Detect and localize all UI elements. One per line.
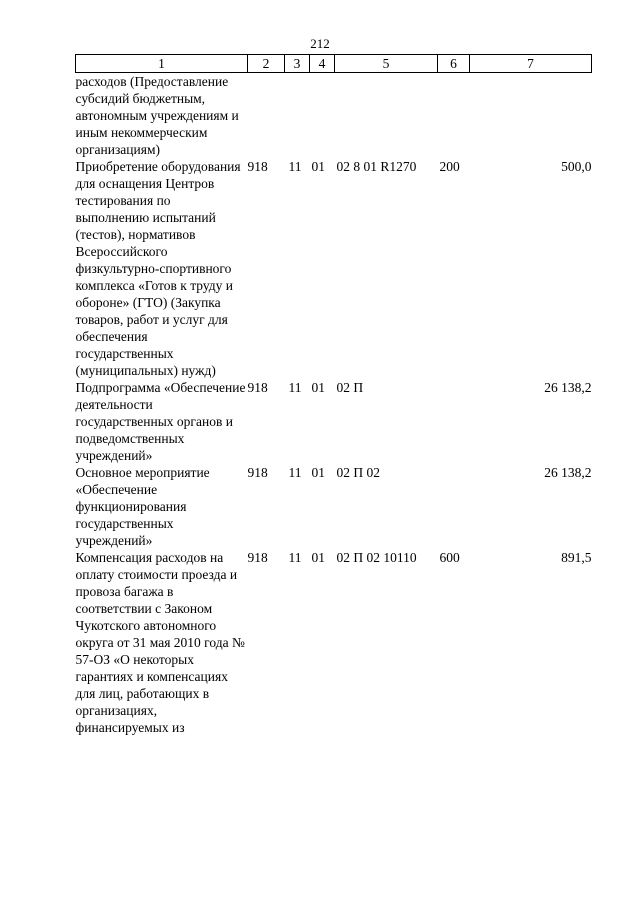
item-name: Основное мероприятие «Обеспечение функционирования государственных учреждений» xyxy=(75,465,210,548)
section-code: 11 xyxy=(288,465,302,480)
target-article-code: 02 П 02 10110 xyxy=(336,550,417,565)
expense-type-code: 200 xyxy=(439,159,460,174)
section-code: 11 xyxy=(288,159,302,174)
target-article-code: 02 8 01 R1270 xyxy=(336,159,417,174)
column-header: 6 xyxy=(438,55,470,73)
section-code: 11 xyxy=(288,380,302,395)
grbs-code: 918 xyxy=(247,380,268,395)
target-article-code: 02 П xyxy=(336,380,364,395)
subsection-code: 01 xyxy=(311,159,325,174)
table-row xyxy=(76,549,592,736)
amount: 26 138,2 xyxy=(544,380,592,395)
item-name: расходов (Предоставление субсидий бюджетным, автономным учреждениям и иным некоммерческим организациям) xyxy=(75,74,239,157)
amount: 26 138,2 xyxy=(544,465,592,480)
item-name: Компенсация расходов на оплату стоимости проезда и провоза багажа в соответствии с Законом Чукотского автономного округа от 31 мая 2010 года № 57-ОЗ «О некоторых гарантиях и компенсациях для лиц, работающих в организациях, финансируемых из xyxy=(75,550,245,735)
target-article-code: 02 П 02 xyxy=(336,465,380,480)
grbs-code: 918 xyxy=(247,465,268,480)
section-code xyxy=(285,73,310,159)
subsection-code: 01 xyxy=(311,380,325,395)
column-header: 4 xyxy=(310,55,335,73)
expense-type-code xyxy=(438,73,470,159)
subsection-code xyxy=(310,73,335,159)
item-name: Подпрограмма «Обеспечение деятельности государственных органов и подведомственных учреждений» xyxy=(75,380,246,463)
column-header: 3 xyxy=(285,55,310,73)
budget-table xyxy=(75,54,592,736)
expense-type-code: 600 xyxy=(439,550,460,565)
amount: 500,0 xyxy=(561,159,592,174)
grbs-code: 918 xyxy=(247,550,268,565)
subsection-code: 01 xyxy=(311,465,325,480)
column-header: 5 xyxy=(335,55,438,73)
item-name: Приобретение оборудования для оснащения Центров тестирования по выполнению испытаний (тестов), нормативов Всероссийского физкультурно-спортивного комплекса «Готов к труду и обороне» (ГТО) (Закупка товаров, работ и услуг для обеспечения государственных (муниципальных) нужд) xyxy=(75,159,241,378)
amount: 891,5 xyxy=(561,550,592,565)
column-header: 7 xyxy=(470,55,592,73)
column-header: 1 xyxy=(76,55,248,73)
grbs-code xyxy=(248,73,285,159)
amount xyxy=(470,73,592,159)
column-number-row xyxy=(76,55,592,73)
subsection-code: 01 xyxy=(311,550,325,565)
grbs-code: 918 xyxy=(247,159,268,174)
expense-type-code xyxy=(438,379,470,464)
table-row xyxy=(76,379,592,464)
table-row xyxy=(76,158,592,379)
table-row xyxy=(76,73,592,159)
page-number: 212 xyxy=(310,36,330,51)
column-header: 2 xyxy=(248,55,285,73)
table-row xyxy=(76,464,592,549)
expense-type-code xyxy=(438,464,470,549)
section-code: 11 xyxy=(288,550,302,565)
target-article-code xyxy=(335,73,438,159)
